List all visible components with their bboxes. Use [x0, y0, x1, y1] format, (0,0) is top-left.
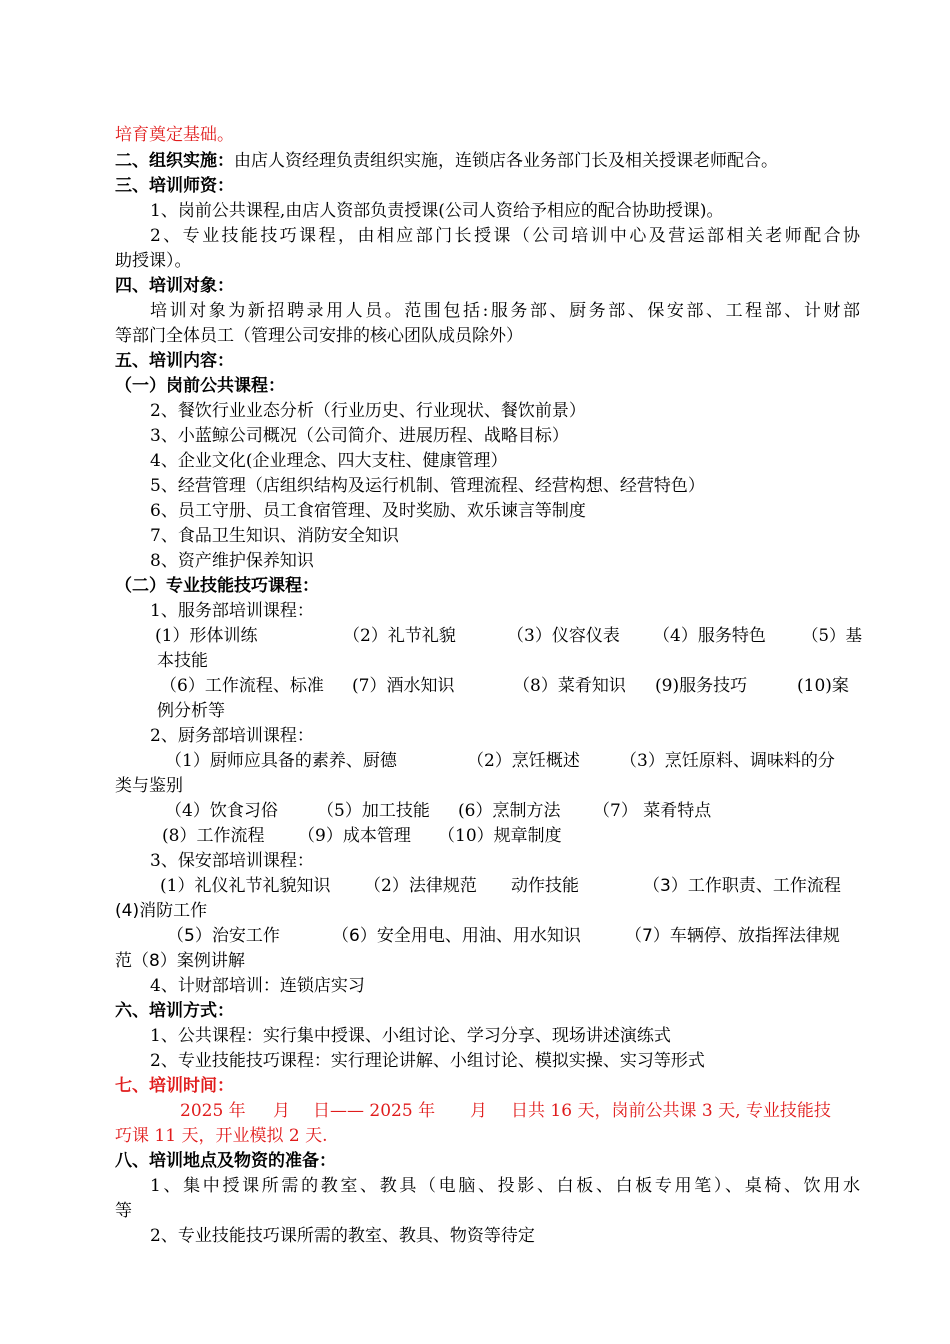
course-item: （7）车辆停、放指挥法律规 — [625, 926, 840, 946]
service-courses-row-1-cont: 本技能 — [157, 651, 208, 671]
course-item: （5）加工技能 — [317, 801, 430, 821]
course-item: （5）基 — [802, 626, 862, 645]
security-courses-row-2 — [115, 924, 860, 948]
service-dept-heading: 1、服务部培训课程： — [150, 601, 314, 621]
section-8-heading: 八、培训地点及物资的准备： — [115, 1151, 336, 1171]
public-course-2: 2、餐饮行业业态分析（行业历史、行业现状、餐饮前景） — [150, 401, 586, 421]
course-item: (1）形体训练 — [155, 626, 258, 646]
course-item: （4）服务特色 — [653, 626, 766, 646]
course-item: （3）仪容仪表 — [507, 626, 620, 646]
finance-dept-line: 4、计财部培训：连锁店实习 — [150, 976, 365, 996]
venue-item-2: 2、专业技能技巧课所需的教室、教具、物资等待定 — [150, 1226, 535, 1246]
service-courses-row-1 — [115, 624, 860, 648]
training-time-line — [115, 1099, 860, 1123]
section-5-heading: 五、培训内容： — [115, 351, 234, 371]
public-course-4: 4、企业文化(企业理念、四大支柱、健康管理） — [150, 451, 508, 471]
kitchen-courses-row-3 — [115, 824, 860, 848]
subsection-2-heading: （二）专业技能技巧课程： — [115, 576, 319, 596]
course-item: (6）烹制方法 — [458, 801, 561, 821]
course-item: （8）菜肴知识 — [513, 676, 626, 696]
course-item: （6）安全用电、用油、用水知识 — [332, 926, 581, 946]
section-2-text: 由店人资经理负责组织实施，连锁店各业务部门长及相关授课老师配合。 — [234, 151, 778, 171]
course-item: （2）礼节礼貌 — [343, 626, 456, 646]
security-courses-row-2-cont: 范（8）案例讲解 — [115, 951, 245, 971]
course-item: 动作技能 — [511, 876, 579, 896]
kitchen-courses-row-2 — [115, 799, 860, 823]
service-courses-row-2-cont: 例分析等 — [157, 701, 225, 721]
security-courses-row-1 — [115, 874, 860, 898]
course-item: (9)服务技巧 — [655, 676, 748, 696]
intro-tail: 培育奠定基础。 — [115, 125, 234, 145]
service-courses-row-2 — [115, 674, 860, 698]
public-course-6: 6、员工守册、员工食宿管理、及时奖励、欢乐谏言等制度 — [150, 501, 586, 521]
course-item: （3）工作职责、工作流程 — [643, 876, 841, 896]
kitchen-courses-row-1-cont: 类与鉴别 — [115, 776, 183, 796]
training-time-line-cont: 巧课 11 天，开业模拟 2 天. — [115, 1126, 328, 1146]
venue-item-1: 1、集中授课所需的教室、教具（电脑、投影、白板、白板专用笔）、桌椅、饮用水 — [150, 1176, 860, 1196]
security-courses-row-1-cont: (4)消防工作 — [115, 901, 208, 921]
subsection-1-heading: （一）岗前公共课程： — [115, 376, 285, 396]
section-7-heading: 七、培训时间： — [115, 1076, 234, 1096]
section-3-heading: 三、培训师资： — [115, 176, 234, 196]
section-4-text: 培训对象为新招聘录用人员。范围包括:服务部、厨务部、保安部、工程部、计财部 — [150, 301, 860, 321]
section-3-item-2-cont: 助授课）。 — [115, 251, 192, 271]
course-item: (10)案 — [797, 676, 849, 696]
course-item: （2）烹饪概述 — [467, 751, 580, 771]
public-course-5: 5、经营管理（店组织结构及运行机制、管理流程、经营构想、经营特色） — [150, 476, 705, 496]
course-item: （10）规章制度 — [438, 826, 562, 846]
method-skill-course: 2、专业技能技巧课程：实行理论讲解、小组讨论、模拟实操、实习等形式 — [150, 1051, 705, 1071]
security-dept-heading: 3、保安部培训课程： — [150, 851, 314, 871]
course-item: (7）酒水知识 — [352, 676, 455, 696]
course-item: (1）礼仪礼节礼貌知识 — [160, 876, 331, 896]
section-3-item-2: 2、专业技能技巧课程，由相应部门长授课（公司培训中心及营运部相关老师配合协 — [150, 226, 860, 246]
section-6-heading: 六、培训方式： — [115, 1001, 234, 1021]
public-course-7: 7、食品卫生知识、消防安全知识 — [150, 526, 399, 546]
time-start-year: 2025 年 — [180, 1101, 246, 1121]
course-item: （9）成本管理 — [298, 826, 411, 846]
section-3-item-1: 1、岗前公共课程,由店人资部负责授课(公司人资给予相应的配合协助授课)。 — [150, 201, 724, 221]
time-start-month: 月 — [273, 1101, 290, 1121]
section-4-heading: 四、培训对象： — [115, 276, 234, 296]
time-end-month: 月 — [470, 1101, 487, 1121]
course-item: （5）治安工作 — [167, 926, 280, 946]
time-end-day-summary: 日共 16 天，岗前公共课 3 天, 专业技能技 — [511, 1101, 831, 1121]
kitchen-dept-heading: 2、厨务部培训课程： — [150, 726, 314, 746]
kitchen-courses-row-1 — [115, 749, 860, 773]
course-item: （6）工作流程、标准 — [160, 676, 324, 696]
method-public-course: 1、公共课程：实行集中授课、小组讨论、学习分享、现场讲述演练式 — [150, 1026, 671, 1046]
course-item: （3）烹饪原料、调味料的分 — [620, 751, 835, 771]
course-item: （2）法律规范 — [364, 876, 477, 896]
section-2-line — [115, 149, 860, 173]
venue-item-1-cont: 等 — [115, 1201, 132, 1221]
course-item: （4）饮食习俗 — [165, 801, 278, 821]
time-start-day-end-year: 日—— 2025 年 — [313, 1101, 436, 1121]
course-item: （1）厨师应具备的素养、厨德 — [165, 751, 397, 771]
course-item: （7） 菜肴特点 — [593, 801, 712, 821]
section-2-heading: 二、组织实施： — [115, 151, 234, 171]
section-4-text-cont: 等部门全体员工（管理公司安排的核心团队成员除外） — [115, 326, 523, 346]
public-course-8: 8、资产维护保养知识 — [150, 551, 314, 571]
course-item: (8）工作流程 — [162, 826, 265, 846]
public-course-3: 3、小蓝鲸公司概况（公司简介、进展历程、战略目标） — [150, 426, 569, 446]
